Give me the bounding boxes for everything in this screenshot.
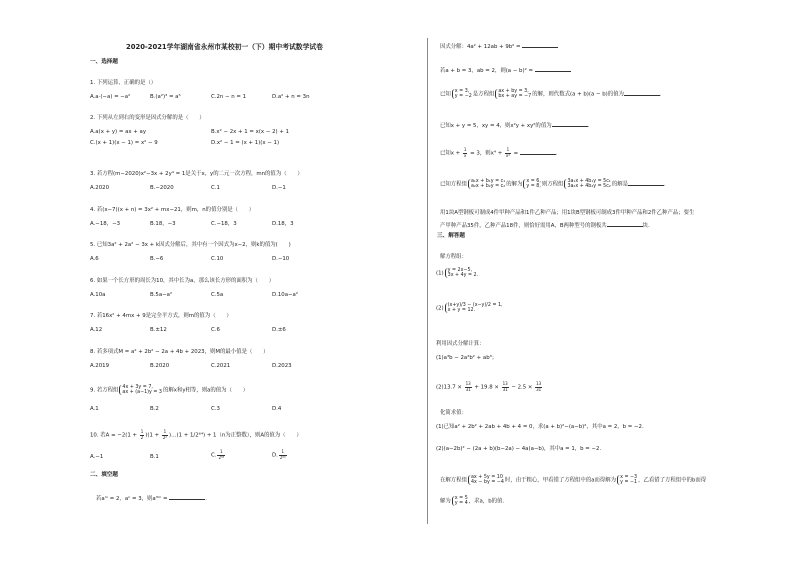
q10-fraction-half: $\frac{1}{2}$ — [140, 429, 144, 440]
q1-option-b: B.(a²)³ = a⁵ — [150, 94, 181, 100]
q10-option-b: B.1 — [150, 454, 159, 460]
q3-option-a: A.2020 — [90, 185, 110, 191]
fill-question-4: 已知 x = 3, y = −2 是方程组 ax + by = 3, bx + ay = −7 的解，则代数式(a + b)(a − b)的值为 . — [440, 89, 662, 99]
q10-option-d: D. $\frac{1}{\text{2⁶⁴}}$ — [272, 449, 286, 460]
answer-blank — [522, 42, 558, 48]
question-8-stem: 8. 若多项式M = a² + 2b² − 2a + 4b + 2023，则M的最小值是（ ） — [90, 349, 269, 355]
fill-question-7: 已知方程组 a₁x + b₁y = c₁ a₂x + b₂y = c₂ 的解为 x = 6, y = 8, 则方程组 3a₁x + 4b₁y = 5c₁ 3a₂x + 4b₂y = 5c₂ 的解是 . — [440, 179, 666, 189]
section-heading-fill: 二、填空题 — [90, 472, 118, 478]
q10-fraction-quarter: $\frac{1}{\text{2²}}$ — [162, 429, 168, 440]
q9-eq-2: ax + (a−1)y = 3 — [122, 390, 162, 395]
q5-option-d: D.−10 — [272, 256, 290, 262]
q5-option-c: C.10 — [211, 256, 224, 262]
q9-stem-post: 的解x和y相等，则a的值为（ ） — [162, 387, 249, 394]
q7-option-a: A.12 — [90, 327, 103, 333]
fill-question-8-line-1: 用1块A型钢板可制成4件甲种产品和1件乙种产品；用1块B型钢板可制成3件甲种产品和2件乙种产品；要生 — [440, 210, 695, 216]
q9-stem-pre: 9. 若方程组 — [90, 387, 119, 394]
q2-option-b: B.x² − 2x + 1 = x(x − 2) + 1 — [211, 129, 289, 135]
q6-option-c: C.5a — [211, 292, 224, 298]
q6-option-a: A.10a — [90, 292, 106, 298]
question-2-stem: 2. 下列从左到右的变形是因式分解的是（ ） — [90, 115, 205, 121]
q9-option-b: B.2 — [150, 406, 159, 412]
q9-equation-system — [119, 385, 162, 395]
answer-blank — [552, 121, 588, 127]
q1-option-d: D.a² + n = 3n — [272, 94, 310, 100]
fill-question-1: 若aᵐ = 2，aⁿ = 3，则a³ᵐ = . — [96, 496, 207, 502]
fill-question-8-line-2: 产甲种产品35件，乙种产品18件，则恰好需用A，B两种型号的钢板共 块. — [440, 223, 650, 229]
answer-blank — [535, 66, 571, 72]
fill-question-6: 已知x + $\frac{1}{x}$ = 3，则x⁴ + $\frac{1}{\text{x⁴}}$ = . — [440, 147, 558, 158]
q10-stem-post: )…(1 + 1/2⁶⁴) + 1（n为正整数），则A的值为（ ） — [169, 432, 302, 439]
answer-blank — [520, 149, 556, 155]
question-4-stem: 4. 若(x−7)(x + n) = 3x² + mx−21，则m，n的值分别是（ ） — [90, 207, 255, 213]
problem-4-line-2: 解为 x = 5 y = 4 ，求a，b的值. — [440, 496, 505, 506]
q4-option-b: B.18，−3 — [150, 221, 176, 227]
q7-option-d: D.±6 — [272, 327, 286, 333]
answer-blank — [624, 90, 660, 96]
q8-option-a: A.2019 — [90, 363, 110, 369]
answer-blank — [607, 221, 643, 227]
question-1-stem: 1. 下列运算，正确的是（） — [90, 80, 157, 86]
answer-blank — [628, 180, 664, 186]
q4-option-d: D.18，3 — [272, 221, 294, 227]
fill-question-3: 若a + b = 3，ab = 2，则(a − b)² = — [440, 66, 571, 74]
q10-option-c: C. $\frac{1}{\text{2⁶⁴}}$ — [211, 449, 225, 460]
problem-1b: (2) (x+y)/3 − (x−y)/2 = 1, x + y = 12. — [436, 303, 503, 313]
q10-stem-pre: 10. 若A = −2(1 + — [90, 432, 139, 439]
problem-3-title: 化简求值： — [440, 410, 467, 416]
q2-option-a: A.a(x + y) = ax + ay — [90, 129, 147, 135]
fill-question-5: 已知x + y = 5，xy = 4，则x²y + xy²的值为 . — [440, 123, 590, 129]
problem-2-title: 利用因式分解计算： — [436, 341, 485, 347]
question-6-stem: 6. 如果一个长方形的周长为10，其中长为a，那么该长方形的面积为（ ） — [90, 278, 275, 284]
q8-option-d: D.2023 — [272, 363, 292, 369]
q7-option-c: C.6 — [211, 327, 220, 333]
problem-4-line-1: 在解方程组 ax + 5y = 10 4x − by = −4 时，由于粗心，甲看错了方程组中的a而得解为 x = −3 y = −1 ，乙看错了方程组中的b而得 — [440, 475, 707, 485]
column-divider — [427, 38, 428, 524]
problem-3a: (1)已知a² + 2b² + 2ab + 4b + 4 = 0，求(a + b)²−(a−b)²，其中a = 2，b = −2. — [436, 424, 644, 430]
q3-option-d: D.−1 — [272, 185, 286, 191]
problem-2b: (2)13.7 × $\frac{13}{31}$ + 19.8 × $\frac{13}{31}$ − 2.5 × $\frac{13}{31}$ — [436, 381, 542, 392]
q9-eq-1: 4x + 3y = 7, — [122, 385, 153, 390]
page-title: 2020-2021学年湖南省永州市某校初一（下）期中考试数学试卷 — [126, 43, 323, 51]
fill-question-2: 因式分解：4a² + 12ab + 9b² = — [440, 42, 558, 50]
q8-option-c: C.2021 — [211, 363, 231, 369]
question-9-stem — [90, 385, 248, 395]
q6-option-d: D.10a−a² — [272, 292, 299, 298]
question-7-stem: 7. 若16x² + 4mx + 9是完全平方式，则m的值为（ ） — [90, 313, 232, 319]
problem-3b: (2)(a−2b)² − (2a + b)(b−2a) − 4a(a−b)，其中a = 1，b = −2. — [436, 446, 602, 452]
problem-1-title: 解方程组： — [440, 254, 467, 260]
q3-option-c: C.1 — [211, 185, 220, 191]
q6-option-b: B.5a−a² — [150, 292, 173, 298]
q9-option-d: D.4 — [272, 406, 282, 412]
question-10-stem: 10. 若A = −2(1 + $\frac{1}{2}$ )(1 + $\frac{1}{\text{2²}}$ )…(1 + 1/2⁶⁴) + 1（n为正整数），则A的值为（ ） — [90, 429, 302, 440]
q5-option-a: A.6 — [90, 256, 99, 262]
question-5-stem: 5. 已知3a² + 2a² − 3x + k因式分解后，其中有一个因式为x−2，则k的值为( ) — [90, 242, 291, 248]
q7-option-b: B.±12 — [150, 327, 167, 333]
q1-option-c: C.2n − n = 1 — [211, 94, 247, 100]
q10-option-a: A.−1 — [90, 454, 104, 460]
section-heading-choice: 一、选择题 — [90, 59, 118, 65]
q8-option-b: B.2020 — [150, 363, 170, 369]
q3-option-b: B.−2020 — [150, 185, 174, 191]
q2-option-c: C.(x + 1)(x − 1) = x² − 9 — [90, 140, 158, 146]
question-3-stem: 3. 若方程(m−2020)x²−3x + 2y⁴ = 1是关于x，y的二元一次方程，mn的值为（ ） — [90, 171, 303, 177]
section-heading-solve: 三、解答题 — [437, 233, 465, 239]
q1-option-a: A.a·(−a) = −a² — [90, 94, 131, 100]
q9-option-c: C.3 — [211, 406, 220, 412]
q4-option-a: A.−18，−3 — [90, 221, 121, 227]
q2-option-d: D.x² − 1 = (x + 1)(x − 1) — [211, 140, 280, 146]
q9-option-a: A.1 — [90, 406, 99, 412]
answer-blank — [169, 494, 205, 500]
problem-2a: (1)a³b − 2a²b² + ab³； — [436, 355, 498, 361]
q4-option-c: C.−18，3 — [211, 221, 237, 227]
problem-1a: (1) y = 2x−5, 3x + 4y = 2. — [436, 268, 479, 278]
q5-option-b: B.−6 — [150, 256, 164, 262]
